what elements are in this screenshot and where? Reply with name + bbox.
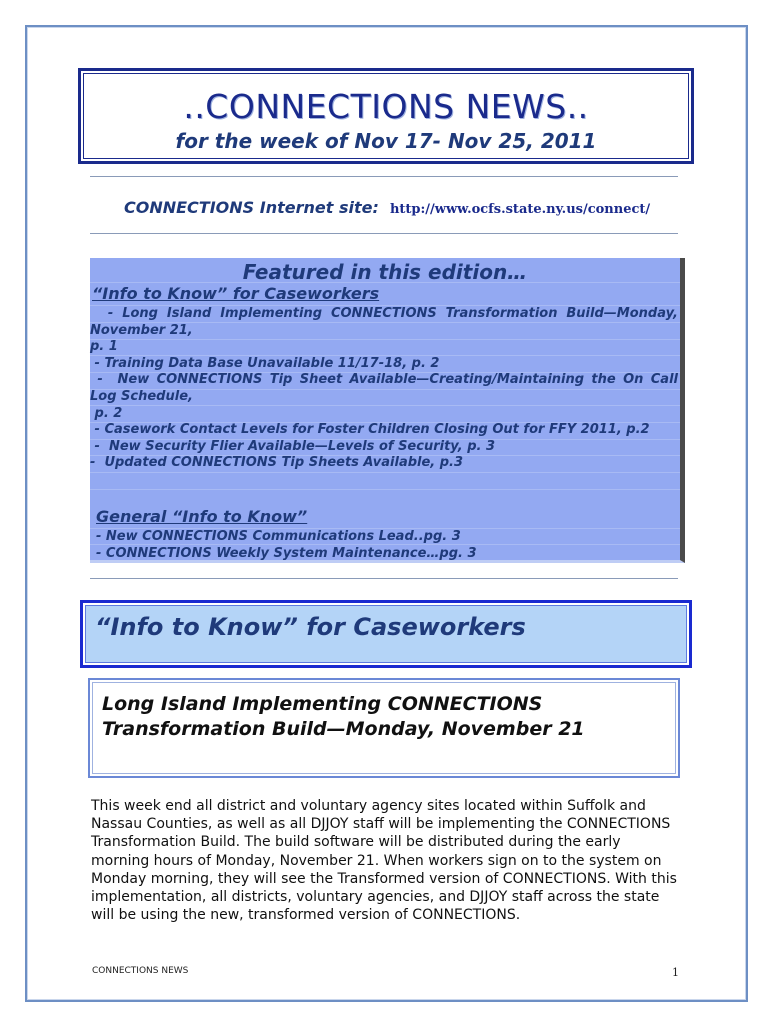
featured-item: - CONNECTIONS Weekly System Maintenance…pg. 3 — [96, 545, 477, 561]
featured-item: p. 2 — [90, 405, 123, 421]
featured-list-general — [96, 529, 676, 562]
newsletter-title: ..CONNECTIONS NEWS.. — [183, 87, 589, 126]
newsletter-date-range: for the week of Nov 17- Nov 25, 2011 — [175, 129, 597, 153]
featured-subheading-general: General “Info to Know” — [96, 507, 308, 526]
featured-item: p. 1 — [90, 339, 118, 355]
featured-item: - Updated CONNECTIONS Tip Sheets Available, p.3 — [90, 455, 464, 471]
section-banner — [80, 600, 692, 668]
divider — [90, 578, 678, 579]
divider — [90, 233, 678, 234]
divider — [90, 176, 678, 177]
featured-list — [90, 306, 683, 472]
masthead — [78, 68, 694, 164]
internet-site-link[interactable]: http://www.ocfs.state.ny.us/connect/ — [389, 202, 651, 217]
featured-item: - New CONNECTIONS Tip Sheet Available—Creating/Maintaining the On Call Log Schedule, — [90, 372, 683, 404]
featured-subheading: “Info to Know” for Caseworkers — [92, 284, 380, 303]
article-title: Long Island Implementing CONNECTIONS Transformation Build—Monday, November 21 — [102, 693, 585, 740]
featured-item: - Long Island Implementing CONNECTIONS Transformation Build—Monday, November 21, — [90, 306, 683, 338]
featured-item: - Casework Contact Levels for Foster Children Closing Out for FFY 2011, p.2 — [90, 422, 650, 438]
featured-item: - Training Data Base Unavailable 11/17-18, p. 2 — [90, 355, 440, 371]
internet-site-line — [124, 198, 684, 217]
section-title: “Info to Know” for Caseworkers — [95, 613, 526, 641]
internet-site-label: CONNECTIONS Internet site: — [124, 198, 379, 217]
article-title-box — [88, 678, 680, 778]
featured-item: - New Security Flier Available—Levels of Security, p. 3 — [90, 438, 496, 454]
article-body: This week end all district and voluntary agency sites located within Suffolk and Nassau Counties, as well as all DJJOY staff will be implementing the CONNECTIONS Transformation Build. The build software will be distributed during the early morning hours of Monday, November 21. When workers sign on to the system on Monday morning, they will see the Transformed version of CONNECTIONS. With this implementation, all districts, voluntary agencies, and DJJOY staff across the state will be using the new, transformed version of CONNECTIONS. — [91, 798, 677, 924]
footer-label: CONNECTIONS NEWS — [92, 966, 189, 976]
featured-heading: Featured in this edition… — [242, 260, 528, 284]
page-number: 1 — [672, 966, 679, 979]
featured-box — [90, 258, 685, 563]
featured-item: - New CONNECTIONS Communications Lead..pg. 3 — [96, 529, 461, 544]
